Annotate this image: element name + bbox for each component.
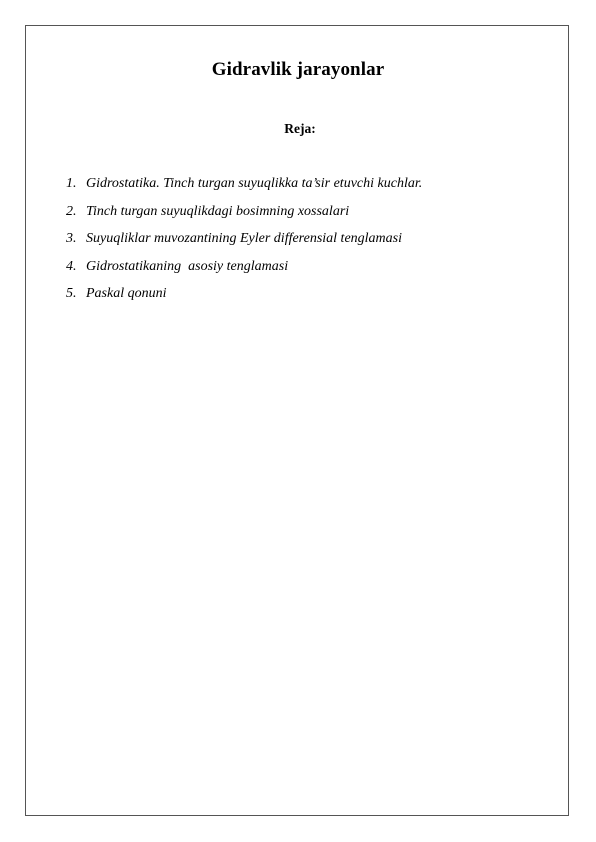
document-title: Gidravlik jarayonlar — [211, 59, 385, 80]
plan-item-4 — [66, 257, 422, 285]
plan-item-3 — [66, 229, 422, 257]
plan-item-text: Gidrostatika. Tinch turgan suyuqlikka ta’sir etuvchi kuchlar. — [86, 176, 423, 191]
plan-item-text: Tinch turgan suyuqlikdagi bosimning xossalari — [86, 203, 350, 219]
plan-item-text: Suyuqliklar muvozantining Eyler differensial tenglamasi — [86, 231, 402, 246]
plan-item-number: 5. — [66, 286, 77, 301]
plan-item-number: 4. — [66, 258, 77, 274]
plan-item-number: 2. — [66, 203, 77, 219]
plan-item-2 — [66, 202, 422, 230]
page-border — [25, 25, 569, 816]
plan-list — [66, 174, 422, 312]
plan-item-text: Paskal qonuni — [86, 286, 167, 301]
plan-item-number: 3. — [66, 231, 77, 246]
plan-item-5 — [66, 284, 422, 312]
plan-item-text: Gidrostatikaning asosiy tenglamasi — [86, 258, 289, 274]
plan-item-number: 1. — [66, 176, 77, 191]
plan-heading: Reja: — [284, 121, 316, 136]
plan-item-1 — [66, 174, 422, 202]
